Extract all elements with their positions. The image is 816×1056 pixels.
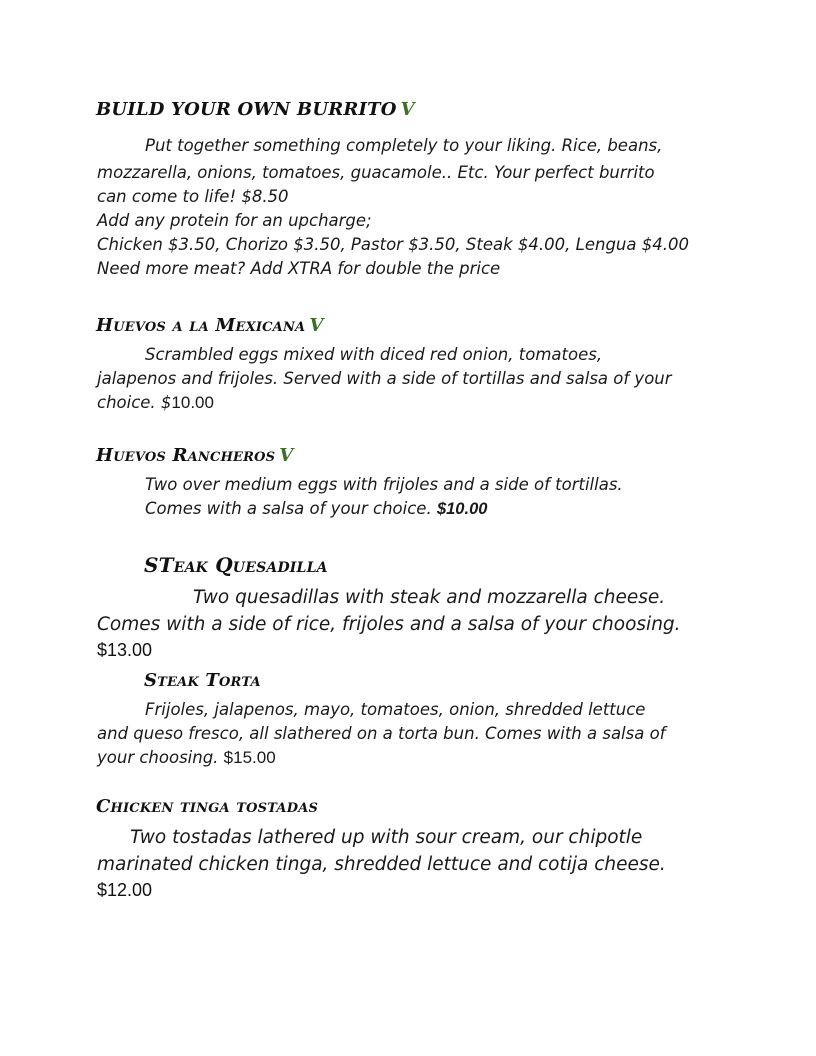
menu-item-price: 10.00	[171, 393, 214, 412]
menu-item-description-line: can come to life! $8.50	[97, 187, 289, 206]
menu-item-price: $10.00	[436, 500, 488, 518]
menu-item-description-line: mozzarella, onions, tomatoes, guacamole.. Etc. Your perfect burrito	[97, 163, 655, 182]
menu-item-description-line: Comes with a side of rice, frijoles and a salsa of your choosing.	[97, 614, 681, 635]
menu-item-price: $12.00	[97, 880, 153, 900]
menu-item-description-line: your choosing. $15.00	[97, 748, 276, 767]
menu-item-description-line: jalapenos and frijoles. Served with a side of tortillas and salsa of your	[97, 369, 672, 388]
menu-item-price: $15.00	[223, 748, 276, 767]
menu-item-description-line: Two over medium eggs with frijoles and a side of tortillas.	[145, 475, 623, 494]
menu-item-title: BUILD YOUR OWN BURRITO V	[96, 99, 415, 120]
menu-item-description-line: Scrambled eggs mixed with diced red onion, tomatoes,	[145, 345, 603, 364]
menu-item-title: Chicken tinga tostadas	[96, 796, 319, 817]
menu-item-description-line: Add any protein for an upcharge;	[97, 211, 372, 230]
vegetarian-badge: V	[279, 445, 294, 466]
vegetarian-badge: V	[309, 315, 324, 336]
menu-item-description-line: Need more meat? Add XTRA for double the price	[97, 259, 501, 278]
menu-item-title: STeak Quesadilla	[144, 553, 328, 577]
menu-item-title: Huevos a la Mexicana V	[96, 315, 324, 336]
menu-item-description-line: Comes with a salsa of your choice. $10.00	[145, 499, 488, 518]
menu-item-title: Huevos Rancheros V	[96, 445, 294, 466]
menu-item-description-line: Put together something completely to your liking. Rice, beans,	[145, 136, 663, 155]
menu-item-title: Steak Torta	[144, 670, 261, 691]
menu-item-description-line: Two quesadillas with steak and mozzarella cheese.	[193, 587, 666, 608]
menu-item-description-line: marinated chicken tinga, shredded lettuce and cotija cheese.	[97, 854, 666, 875]
vegetarian-badge: V	[400, 99, 415, 120]
menu-item-price: $13.00	[97, 640, 153, 660]
menu-item-description-line: Chicken $3.50, Chorizo $3.50, Pastor $3.50, Steak $4.00, Lengua $4.00	[97, 235, 689, 254]
menu-item-description-line: and queso fresco, all slathered on a torta bun. Comes with a salsa of	[97, 724, 666, 743]
menu-item-description-line: choice. $10.00	[97, 393, 214, 412]
menu-item-description-line: Frijoles, jalapenos, mayo, tomatoes, onion, shredded lettuce	[145, 700, 646, 719]
menu-item-description-line: Two tostadas lathered up with sour cream, our chipotle	[130, 827, 643, 848]
